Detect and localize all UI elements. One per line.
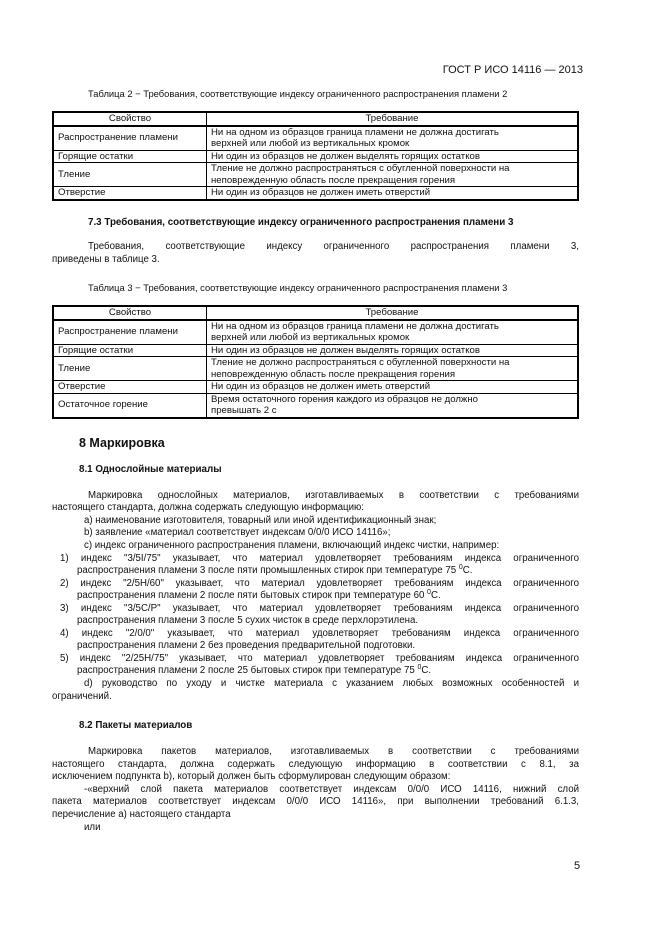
- table2-cell-property: Отверстие: [53, 187, 207, 200]
- example3-line1: 3) индекс "3/5C/P" указывает, что материал удовлетворяет требованиям индекса ограниченного: [60, 603, 579, 614]
- degree-mark: 0: [417, 664, 422, 671]
- table2-header-property: Свойство: [53, 112, 207, 126]
- example2-line1: 2) индекс "2/5H/60" указывает, что материал удовлетворяет требованиям индекса ограниченного: [60, 578, 579, 589]
- p2-line3: исключением подпункта b), который должен быть сформулирован следующим образом:: [52, 771, 451, 782]
- example5-line2: распространения пламени 2 после 25 бытовых стирок при температуре 75 $^0$С.: [77, 664, 432, 676]
- table3-cell-requirement: Тление не должно распространяться с обугленной поверхности на: [211, 357, 510, 368]
- p1-line1: Маркировка однослойных материалов, изготавливаемых в соответствии с требованиями: [88, 490, 579, 501]
- item-d-line1: d) руководство по уходу и чистке материала с указанием любых возможных особенностей и: [84, 678, 579, 689]
- section-8-heading: 8 Маркировка: [79, 436, 165, 450]
- item-d-line2: ограничений.: [52, 691, 112, 702]
- table3-cell-requirement: Время остаточного горения каждого из образцов не должно: [211, 393, 478, 405]
- table2-cell-requirement: Тление не должно распространяться с обугленной поверхности на: [211, 163, 510, 174]
- table-row: [53, 150, 578, 163]
- item-c: с) индекс ограниченного распространения пламени, включающий индекс чистки, например:: [84, 540, 500, 551]
- table2-cell-property: Распространение пламени: [53, 126, 207, 151]
- p3-line1: -«верхний слой пакета материалов соответствует индексам 0/0/0 ИСО 14116, нижний слой: [84, 784, 579, 795]
- p3-line2: пакета материалов соответствует индексам 0/0/0 ИСО 14116», при выполнении требований 6.1.3,: [52, 796, 579, 807]
- example1-line2: распространения пламени 3 после пяти промышленных стирок при температуре 75 $^0$С.: [77, 564, 473, 576]
- table3-cell-property: Распространение пламени: [53, 320, 207, 345]
- table2-cell-requirement-cont: верхней или любой из вертикальных кромок: [211, 138, 410, 149]
- table-row: [53, 357, 578, 381]
- item-a: а) наименование изготовителя, товарный или иной идентификационный знак;: [84, 515, 437, 526]
- document-header: ГОСТ Р ИСО 14116 — 2013: [442, 64, 583, 76]
- table3: [52, 305, 579, 419]
- table3-cell-requirement-cont: верхней или любой из вертикальных кромок: [211, 332, 410, 343]
- p1-line2: настоящего стандарта, должна содержать следующую информацию:: [52, 502, 364, 513]
- example2-line2: распространения пламени 2 после пяти бытовых стирок при температуре 60 $^0$С.: [77, 589, 441, 601]
- p4-or: или: [84, 822, 101, 833]
- table3-header-requirement: Требование: [207, 306, 579, 320]
- item-b: b) заявление «материал соответствует индексам 0/0/0 ИСО 14116»;: [84, 527, 391, 538]
- table-row: [53, 344, 578, 357]
- p2-line2: настоящего стандарта, должна содержать следующую информацию в соответствии с 8.1, за: [52, 759, 579, 770]
- section-7-3-line2: приведены в таблице 3.: [52, 254, 160, 265]
- table-row: [53, 381, 578, 394]
- table3-caption: Таблица 3 − Требования, соответствующие индексу ограниченного распространения пламени 3: [88, 282, 508, 293]
- table2-caption: Таблица 2 − Требования, соответствующие индексу ограниченного распространения пламени 2: [88, 88, 508, 99]
- table-row: [53, 163, 578, 187]
- table2: [52, 111, 579, 201]
- table2-cell-property: Тление: [53, 163, 207, 187]
- table3-cell-property: Остаточное горение: [53, 393, 207, 418]
- table3-header-property: Свойство: [53, 306, 207, 320]
- table3-cell-requirement-cont: неповрежденную область после прекращения горения: [211, 368, 456, 380]
- table-row: [53, 320, 578, 345]
- table3-cell-requirement: Ни один из образцов не должен выделять горящих остатков: [207, 344, 579, 357]
- table-row: [53, 187, 578, 200]
- table3-cell-property: Отверстие: [53, 381, 207, 394]
- table2-cell-requirement: Ни на одном из образцов граница пламени не должна достигать: [211, 126, 499, 138]
- page-number: 5: [574, 860, 581, 872]
- table3-cell-property: Тление: [53, 357, 207, 381]
- table3-cell-requirement: Ни на одном из образцов граница пламени не должна достигать: [211, 320, 499, 332]
- table2-cell-property: Горящие остатки: [53, 150, 207, 163]
- section-7-3-line1: Требования, соответствующие индексу ограниченного распространения пламени 3,: [88, 241, 579, 252]
- example4-line1: 4) индекс "2/0/0" указывает, что материал удовлетворяет требованиям индекса ограниченного: [60, 628, 579, 639]
- example5-line1: 5) индекс "2/25H/75" указывает, что материал удовлетворяет требованиям индекса ограниченного: [60, 653, 579, 664]
- example3-line2: распространения пламени 3 после 5 сухих чисток в среде перхлорэтилена.: [77, 615, 419, 626]
- section-8-1-heading: 8.1 Однослойные материалы: [79, 464, 222, 475]
- p3-line3: перечисление а) настоящего стандарта: [52, 809, 231, 820]
- degree-mark: 0: [427, 589, 431, 596]
- example4-line2: распространения пламени 2 без проведения предварительной подготовки.: [77, 640, 416, 651]
- table3-cell-requirement-cont: превышать 2 с: [211, 405, 277, 416]
- table-row: [53, 393, 578, 418]
- table2-header-requirement: Требование: [207, 112, 579, 126]
- table3-cell-requirement: Ни один из образцов не должен иметь отверстий: [207, 381, 579, 394]
- table-row: [53, 126, 578, 151]
- section-7-3-heading: 7.3 Требования, соответствующие индексу ограниченного распространения пламени 3: [88, 217, 514, 228]
- table2-cell-requirement-cont: неповрежденную область после прекращения горения: [211, 174, 456, 186]
- table2-cell-requirement: Ни один из образцов не должен иметь отверстий: [207, 187, 579, 200]
- degree-mark: 0: [458, 564, 463, 571]
- table2-cell-requirement: Ни один из образцов не должен выделять горящих остатков: [207, 150, 579, 163]
- p2-line1: Маркировка пакетов материалов, изготавливаемых в соответствии с требованиями: [88, 746, 579, 757]
- section-8-2-heading: 8.2 Пакеты материалов: [79, 720, 193, 731]
- table3-cell-property: Горящие остатки: [53, 344, 207, 357]
- example1-line1: 1) индекс "3/5I/75" указывает, что материал удовлетворяет требованиям индекса ограниченного: [60, 553, 579, 564]
